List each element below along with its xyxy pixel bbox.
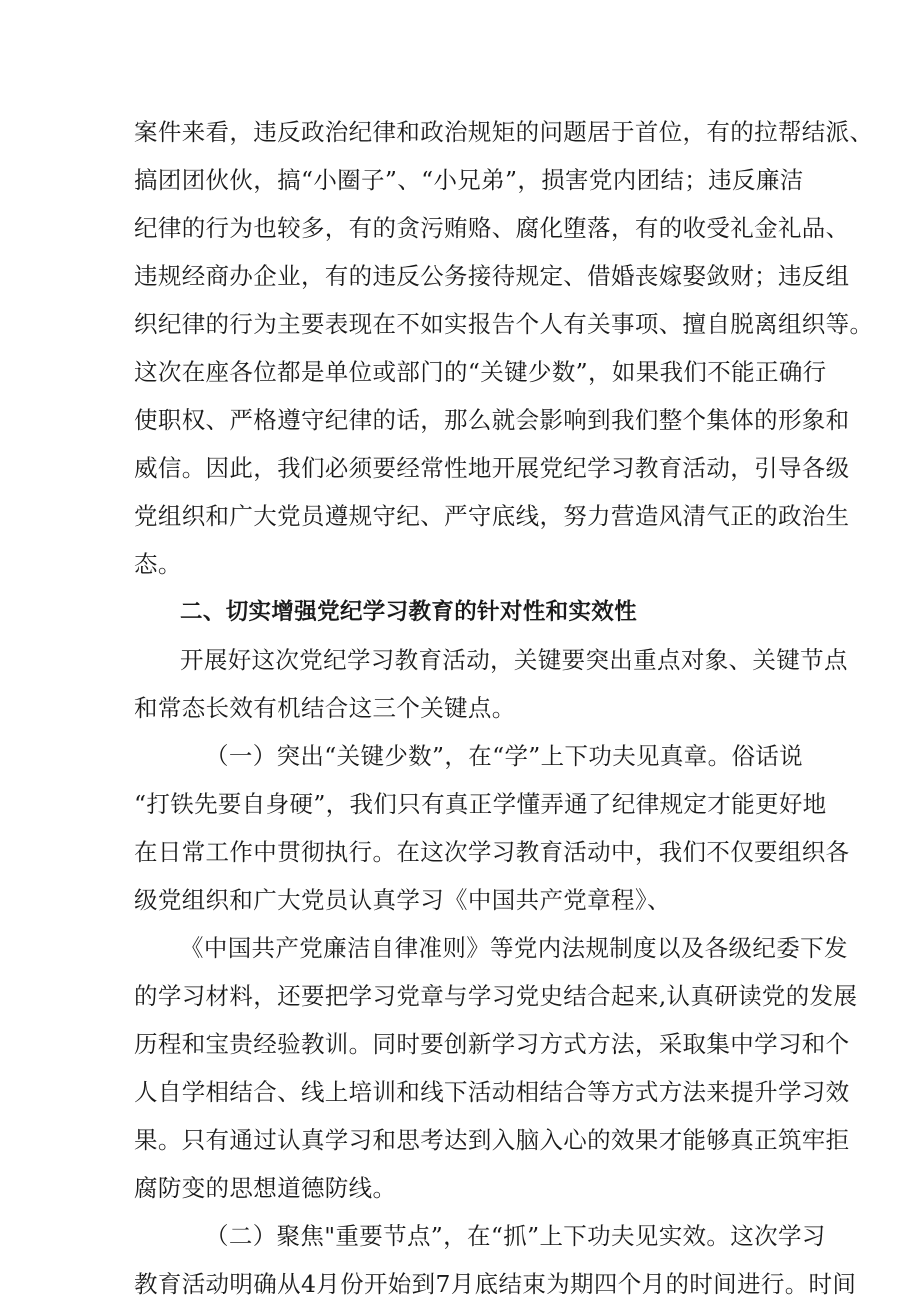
section-heading: 二、切实增强党纪学习教育的针对性和实效性 [180, 599, 638, 625]
body-text-line: 威信。因此，我们必须要经常性地开展党纪学习教育活动，引导各级 [134, 454, 850, 482]
body-text-line: 和常态长效有机结合这三个关键点。 [134, 694, 516, 722]
body-text-line: 果。只有通过认真学习和思考达到入脑入心的效果才能够真正筑牢拒 [134, 1126, 850, 1154]
body-text-line: 织纪律的行为主要表现在不如实报告个人有关事项、擅自脱离组织等。 [134, 310, 874, 338]
body-text-line: 开展好这次党纪学习教育活动，关键要突出重点对象、关键节点 [180, 646, 848, 674]
subsection-first-line: （一）突出“关键少数”，在“学”上下功夫见真章。俗话说 [205, 742, 804, 770]
body-text-line: 案件来看，违反政治纪律和政治规矩的问题居于首位，有的拉帮结派、 [134, 118, 874, 146]
subsection-first-line: （二）聚焦"重要节点”，在“抓”上下功夫见实效。这次学习 [205, 1222, 826, 1250]
body-text-line: 教育活动明确从4月份开始到7月底结束为期四个月的时间进行。时间 [134, 1270, 857, 1298]
body-text-line: 在日常工作中贯彻执行。在这次学习教育活动中，我们不仅要组织各 [134, 838, 850, 866]
body-text-line: 纪律的行为也较多，有的贪污贿赂、腐化堕落，有的收受礼金礼品、 [134, 214, 850, 242]
body-text-line: 的学习材料，还要把学习党章与学习党史结合起来,认真研读党的发展 [134, 982, 858, 1010]
body-text-line: 级党组织和广大党员认真学习《中国共产党章程》、 [134, 886, 671, 914]
body-text-line: 《中国共产党廉洁自律准则》等党内法规制度以及各级纪委下发 [180, 934, 848, 962]
body-text-line: 党组织和广大党员遵规守纪、严守底线，努力营造风清气正的政治生 [134, 502, 850, 530]
body-text-line: 违规经商办企业，有的违反公务接待规定、借婚丧嫁娶敛财；违反组 [134, 262, 850, 290]
body-text-line: 态。 [134, 550, 182, 578]
body-text-line: 使职权、严格遵守纪律的话，那么就会影响到我们整个集体的形象和 [134, 406, 850, 434]
body-text-line: 搞团团伙伙，搞“小圈子”、“小兄弟”，损害党内团结；违反廉洁 [134, 166, 804, 194]
body-text-line: 这次在座各位都是单位或部门的“关键少数”，如果我们不能正确行 [134, 358, 827, 386]
body-text-line: 人自学相结合、线上培训和线下活动相结合等方式方法来提升学习效 [134, 1078, 850, 1106]
body-text-line: 腐防变的思想道德防线。 [134, 1174, 397, 1202]
body-text-line: 历程和宝贵经验教训。同时要创新学习方式方法，采取集中学习和个 [134, 1030, 850, 1058]
body-text-line: “打铁先要自身硬”，我们只有真正学懂弄通了纪律规定才能更好地 [134, 790, 827, 818]
